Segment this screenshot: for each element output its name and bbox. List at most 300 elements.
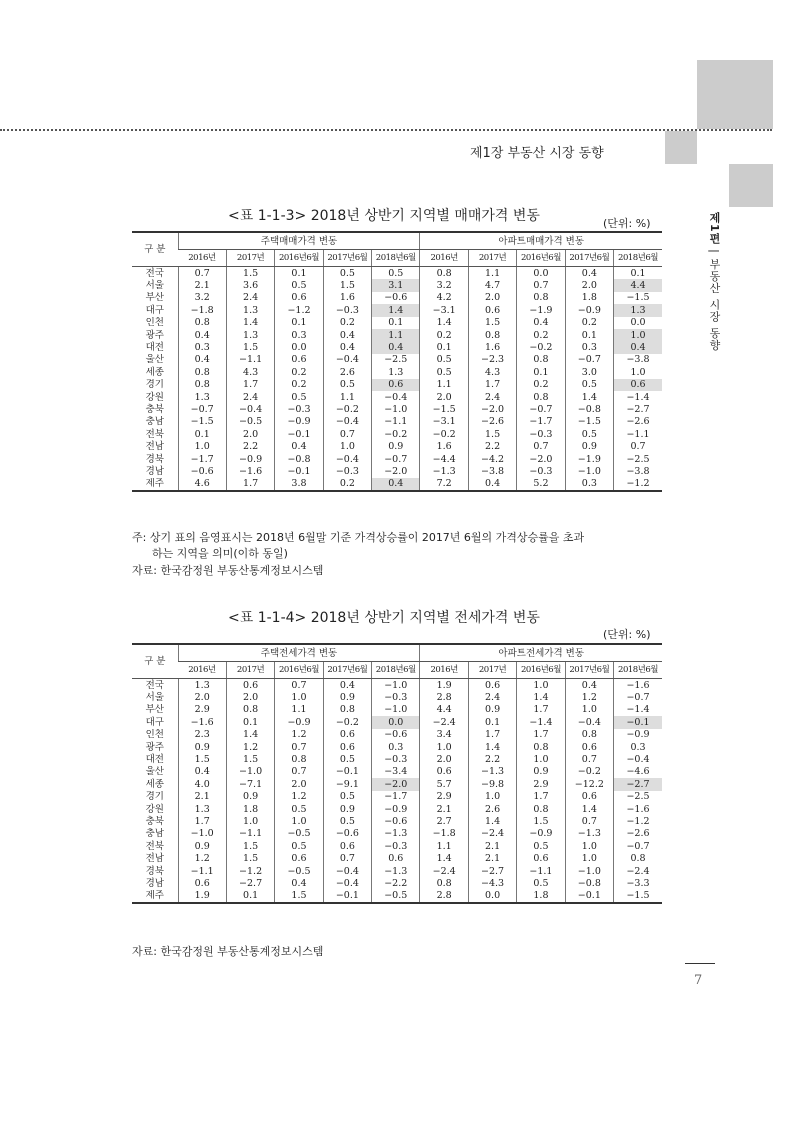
region-label: 강원 [145, 391, 164, 403]
region-label: 경남 [145, 877, 164, 889]
value-cell: −0.2 [517, 341, 565, 353]
value-cell: 0.3 [178, 341, 226, 353]
value-cell: −3.1 [420, 304, 468, 316]
value-cell: 1.2 [275, 729, 323, 741]
value-cell: 0.1 [275, 317, 323, 329]
value-cell: −0.5 [226, 416, 274, 428]
value-cell: −0.3 [517, 428, 565, 440]
header-dotted-rule [0, 129, 772, 131]
value-cell: −1.2 [614, 815, 662, 827]
value-cell: 0.5 [323, 379, 371, 391]
value-cell: 0.2 [275, 366, 323, 378]
value-cell: −1.7 [372, 791, 420, 803]
value-cell: 0.7 [323, 428, 371, 440]
value-cell: 2.1 [178, 791, 226, 803]
value-cell: 0.8 [517, 354, 565, 366]
value-cell: 0.4 [323, 679, 371, 692]
corner-block-side [729, 164, 773, 207]
value-cell: 0.0 [468, 890, 516, 903]
table-row [132, 679, 662, 692]
table-row [132, 304, 662, 316]
value-cell: 1.4 [372, 304, 420, 316]
value-cell: −3.4 [372, 766, 420, 778]
value-cell: 0.5 [323, 753, 371, 765]
table1-source: 자료: 한국감정원 부동산통계정보시스템 [132, 564, 324, 577]
value-cell: 2.0 [226, 691, 274, 703]
value-cell: −0.7 [614, 840, 662, 852]
value-cell: −0.8 [275, 453, 323, 465]
value-cell: −2.0 [372, 778, 420, 790]
value-cell: 0.6 [275, 292, 323, 304]
value-cell: 1.7 [468, 379, 516, 391]
value-cell: 1.5 [226, 341, 274, 353]
value-cell: 1.7 [178, 815, 226, 827]
value-cell: 0.5 [565, 379, 613, 391]
value-cell: −0.4 [565, 716, 613, 728]
value-cell: −0.4 [323, 877, 371, 889]
value-cell: 2.4 [226, 391, 274, 403]
value-cell: 0.6 [323, 840, 371, 852]
value-cell: 1.3 [226, 304, 274, 316]
value-cell: 0.6 [468, 304, 516, 316]
region-label: 부산 [145, 292, 164, 304]
value-cell: 0.4 [372, 478, 420, 491]
value-cell: −1.1 [614, 428, 662, 440]
region-label: 울산 [145, 354, 164, 366]
value-cell: −1.1 [226, 354, 274, 366]
value-cell: 0.4 [565, 679, 613, 692]
value-cell: −2.7 [614, 778, 662, 790]
value-cell: 0.8 [178, 317, 226, 329]
table2-corner: 구 분 [132, 644, 178, 679]
value-cell: 0.6 [226, 679, 274, 692]
value-cell: 5.2 [517, 478, 565, 491]
table1-title: <표 1-1-3> 2018년 상반기 지역별 매매가격 변동 [228, 208, 540, 224]
value-cell: 0.1 [226, 890, 274, 903]
value-cell: −2.0 [468, 403, 516, 415]
value-cell: −0.1 [323, 890, 371, 903]
value-cell: 2.9 [420, 791, 468, 803]
value-cell: 2.3 [178, 729, 226, 741]
value-cell: −3.3 [614, 877, 662, 889]
value-cell: 1.6 [323, 292, 371, 304]
value-cell: 0.4 [178, 354, 226, 366]
value-cell: −1.6 [614, 679, 662, 692]
value-cell: −1.3 [420, 465, 468, 477]
table-row [132, 877, 662, 889]
value-cell: −2.4 [614, 865, 662, 877]
value-cell: 0.1 [178, 428, 226, 440]
value-cell: 0.9 [323, 691, 371, 703]
value-cell: 0.8 [517, 391, 565, 403]
region-label: 경북 [145, 865, 164, 877]
value-cell: −2.3 [468, 354, 516, 366]
value-cell: 3.2 [420, 279, 468, 291]
page-number: 7 [694, 973, 703, 988]
value-cell: 1.0 [565, 840, 613, 852]
table-row [132, 292, 662, 304]
value-cell: −0.3 [372, 753, 420, 765]
side-tab-part: 제1편 [708, 212, 721, 245]
value-cell: 1.7 [517, 704, 565, 716]
table-row [132, 453, 662, 465]
value-cell: −1.0 [226, 766, 274, 778]
value-cell: 1.7 [226, 478, 274, 491]
value-cell: −2.0 [372, 465, 420, 477]
value-cell: 0.0 [517, 267, 565, 280]
page-number-rule [685, 963, 715, 964]
value-cell: −0.9 [226, 453, 274, 465]
region-label: 경기 [145, 379, 164, 391]
value-cell: 0.4 [323, 341, 371, 353]
table-row [132, 803, 662, 815]
value-cell: 0.6 [372, 852, 420, 864]
value-cell: −1.6 [178, 716, 226, 728]
table2-period-header: 2017년6월 [565, 662, 613, 679]
value-cell: −1.5 [614, 890, 662, 903]
value-cell: 0.8 [614, 852, 662, 864]
value-cell: 4.2 [420, 292, 468, 304]
value-cell: 0.2 [420, 329, 468, 341]
value-cell: 2.2 [468, 440, 516, 452]
value-cell: 0.5 [372, 267, 420, 280]
value-cell: 0.7 [565, 753, 613, 765]
value-cell: −0.4 [372, 391, 420, 403]
table-row [132, 753, 662, 765]
value-cell: −3.8 [614, 465, 662, 477]
value-cell: 1.4 [226, 317, 274, 329]
region-label: 세종 [145, 366, 164, 378]
value-cell: 0.5 [275, 840, 323, 852]
value-cell: 3.4 [420, 729, 468, 741]
value-cell: −9.8 [468, 778, 516, 790]
value-cell: 0.9 [178, 840, 226, 852]
value-cell: 2.1 [468, 840, 516, 852]
value-cell: 0.8 [226, 704, 274, 716]
value-cell: −4.4 [420, 453, 468, 465]
value-cell: −1.6 [614, 803, 662, 815]
value-cell: −0.8 [565, 403, 613, 415]
value-cell: 0.6 [275, 852, 323, 864]
value-cell: 1.2 [565, 691, 613, 703]
value-cell: −1.6 [226, 465, 274, 477]
value-cell: 0.1 [614, 267, 662, 280]
table2-group-apt: 아파트전세가격 변동 [420, 644, 662, 662]
value-cell: −1.0 [178, 828, 226, 840]
value-cell: 2.2 [468, 753, 516, 765]
table2-period-header: 2017년 [468, 662, 516, 679]
value-cell: −2.4 [420, 865, 468, 877]
table2-period-header: 2017년 [226, 662, 274, 679]
value-cell: 4.4 [614, 279, 662, 291]
value-cell: −2.5 [372, 354, 420, 366]
value-cell: −0.1 [323, 766, 371, 778]
value-cell: −1.3 [468, 766, 516, 778]
value-cell: 0.4 [275, 877, 323, 889]
value-cell: −2.6 [614, 828, 662, 840]
value-cell: 1.0 [614, 366, 662, 378]
value-cell: 1.4 [468, 741, 516, 753]
value-cell: 0.5 [517, 877, 565, 889]
value-cell: 0.4 [178, 766, 226, 778]
table-row [132, 341, 662, 353]
table1-unit: (단위: %) [603, 217, 651, 230]
table-row [132, 267, 662, 280]
table-row [132, 366, 662, 378]
value-cell: 0.4 [372, 341, 420, 353]
value-cell: 1.0 [420, 741, 468, 753]
table2-period-header: 2018년6월 [372, 662, 420, 679]
value-cell: 0.1 [226, 716, 274, 728]
value-cell: 1.1 [468, 267, 516, 280]
region-label: 전북 [145, 840, 164, 852]
value-cell: 0.3 [565, 341, 613, 353]
value-cell: 0.6 [275, 354, 323, 366]
region-label: 대전 [145, 754, 164, 766]
table-row [132, 416, 662, 428]
value-cell: −2.5 [614, 791, 662, 803]
region-label: 전남 [145, 853, 164, 865]
value-cell: −0.9 [275, 716, 323, 728]
value-cell: −0.3 [372, 691, 420, 703]
value-cell: 1.5 [178, 753, 226, 765]
region-label: 세종 [145, 778, 164, 790]
value-cell: 0.2 [323, 478, 371, 491]
value-cell: 0.7 [275, 766, 323, 778]
region-label: 전남 [145, 441, 164, 453]
table-row [132, 379, 662, 391]
value-cell: −1.2 [275, 304, 323, 316]
value-cell: 1.0 [468, 791, 516, 803]
value-cell: −9.1 [323, 778, 371, 790]
value-cell: 1.8 [226, 803, 274, 815]
value-cell: 2.4 [468, 391, 516, 403]
value-cell: 3.8 [275, 478, 323, 491]
table2-title: <표 1-1-4> 2018년 상반기 지역별 전세가격 변동 [228, 610, 540, 626]
value-cell: −0.9 [517, 828, 565, 840]
table-row [132, 329, 662, 341]
value-cell: −1.2 [614, 478, 662, 491]
value-cell: 1.1 [323, 391, 371, 403]
value-cell: 0.4 [517, 317, 565, 329]
value-cell: 0.7 [275, 679, 323, 692]
value-cell: 0.6 [323, 741, 371, 753]
value-cell: −1.3 [372, 865, 420, 877]
value-cell: 1.3 [372, 366, 420, 378]
value-cell: −1.4 [614, 391, 662, 403]
value-cell: −0.9 [565, 304, 613, 316]
value-cell: 2.0 [565, 279, 613, 291]
table1-period-header: 2017년 [226, 250, 274, 267]
value-cell: −0.6 [323, 828, 371, 840]
value-cell: 1.5 [226, 753, 274, 765]
value-cell: −0.7 [517, 403, 565, 415]
value-cell: −0.3 [372, 840, 420, 852]
value-cell: 1.0 [323, 440, 371, 452]
region-label: 광주 [145, 329, 164, 341]
table1-note-line2: 하는 지역을 의미(이하 동일) [152, 547, 288, 560]
table-row [132, 778, 662, 790]
value-cell: −0.3 [517, 465, 565, 477]
value-cell: 1.0 [275, 815, 323, 827]
table2 [132, 643, 662, 904]
value-cell: 0.2 [517, 379, 565, 391]
table-row [132, 279, 662, 291]
value-cell: 0.3 [614, 741, 662, 753]
table1-period-header: 2016년 [420, 250, 468, 267]
table1-period-header: 2017년6월 [565, 250, 613, 267]
table1-group-apt: 아파트매매가격 변동 [420, 232, 662, 250]
value-cell: −1.1 [178, 865, 226, 877]
value-cell: 0.5 [420, 354, 468, 366]
value-cell: −0.5 [372, 890, 420, 903]
table-row [132, 852, 662, 864]
value-cell: 0.4 [178, 329, 226, 341]
value-cell: 0.5 [275, 391, 323, 403]
table1-period-header: 2016년6월 [517, 250, 565, 267]
value-cell: −1.1 [517, 865, 565, 877]
value-cell: 1.4 [226, 729, 274, 741]
value-cell: 0.8 [275, 753, 323, 765]
table2-period-header: 2017년6월 [323, 662, 371, 679]
value-cell: −2.7 [468, 865, 516, 877]
value-cell: 1.9 [420, 679, 468, 692]
value-cell: 0.3 [372, 741, 420, 753]
value-cell: −2.2 [372, 877, 420, 889]
region-label: 제주 [132, 478, 178, 491]
value-cell: 2.0 [420, 391, 468, 403]
value-cell: 4.3 [226, 366, 274, 378]
value-cell: 0.1 [372, 317, 420, 329]
value-cell: −0.1 [275, 428, 323, 440]
value-cell: 0.9 [323, 803, 371, 815]
value-cell: 1.8 [517, 890, 565, 903]
value-cell: 0.7 [565, 815, 613, 827]
value-cell: −0.2 [565, 766, 613, 778]
region-label: 인천 [145, 729, 164, 741]
value-cell: −0.3 [323, 465, 371, 477]
value-cell: 1.2 [275, 791, 323, 803]
value-cell: 1.8 [565, 292, 613, 304]
value-cell: 7.2 [420, 478, 468, 491]
value-cell: −0.5 [275, 865, 323, 877]
value-cell: 0.3 [565, 478, 613, 491]
table-row [132, 465, 662, 477]
value-cell: 3.6 [226, 279, 274, 291]
side-tab-title: 부동산 시장 동향 [708, 258, 721, 352]
value-cell: 1.0 [517, 679, 565, 692]
value-cell: 2.1 [468, 852, 516, 864]
value-cell: 2.9 [178, 704, 226, 716]
table-row [132, 828, 662, 840]
value-cell: −0.7 [565, 354, 613, 366]
value-cell: −1.1 [226, 828, 274, 840]
value-cell: −0.5 [275, 828, 323, 840]
table1-period-header: 2018년6월 [372, 250, 420, 267]
value-cell: 1.0 [275, 691, 323, 703]
value-cell: −0.6 [372, 729, 420, 741]
value-cell: −1.3 [372, 828, 420, 840]
value-cell: −2.7 [614, 403, 662, 415]
value-cell: 3.1 [372, 279, 420, 291]
value-cell: 1.3 [226, 329, 274, 341]
value-cell: −0.7 [614, 691, 662, 703]
value-cell: 1.6 [420, 440, 468, 452]
value-cell: −0.4 [226, 403, 274, 415]
value-cell: 1.5 [226, 840, 274, 852]
value-cell: 0.9 [226, 791, 274, 803]
table2-period-header: 2016년 [420, 662, 468, 679]
corner-block-top [697, 60, 773, 129]
table-row [132, 729, 662, 741]
region-label: 전국 [145, 679, 164, 691]
table-row [132, 403, 662, 415]
value-cell: −1.5 [420, 403, 468, 415]
value-cell: 1.5 [323, 279, 371, 291]
value-cell: 1.0 [226, 815, 274, 827]
value-cell: −1.3 [565, 828, 613, 840]
value-cell: 0.7 [275, 741, 323, 753]
table-row [132, 815, 662, 827]
value-cell: 2.6 [323, 366, 371, 378]
table-row [132, 440, 662, 452]
value-cell: 0.4 [275, 440, 323, 452]
table-row [132, 317, 662, 329]
value-cell: −3.8 [468, 465, 516, 477]
value-cell: −0.8 [565, 877, 613, 889]
value-cell: 0.5 [517, 840, 565, 852]
value-cell: 0.0 [372, 716, 420, 728]
value-cell: −2.0 [517, 453, 565, 465]
value-cell: 1.1 [420, 840, 468, 852]
value-cell: −0.4 [323, 416, 371, 428]
side-tab [706, 212, 722, 351]
value-cell: 2.4 [468, 691, 516, 703]
value-cell: 0.1 [565, 329, 613, 341]
value-cell: 0.2 [517, 329, 565, 341]
value-cell: −0.7 [178, 403, 226, 415]
table1-period-header: 2017년 [468, 250, 516, 267]
value-cell: −0.1 [614, 716, 662, 728]
table2-period-header: 2016년6월 [275, 662, 323, 679]
table-row [132, 791, 662, 803]
value-cell: 4.3 [468, 366, 516, 378]
value-cell: −1.2 [226, 865, 274, 877]
table2-unit: (단위: %) [603, 628, 651, 641]
value-cell: 0.0 [614, 317, 662, 329]
table-row [132, 478, 662, 491]
value-cell: 0.6 [614, 379, 662, 391]
value-cell: 1.7 [517, 791, 565, 803]
value-cell: 0.6 [178, 877, 226, 889]
table1-period-header: 2016년6월 [275, 250, 323, 267]
value-cell: 0.5 [275, 803, 323, 815]
value-cell: 0.5 [275, 279, 323, 291]
value-cell: −1.5 [614, 292, 662, 304]
table-row [132, 766, 662, 778]
region-label: 인천 [145, 317, 164, 329]
value-cell: 0.8 [323, 704, 371, 716]
value-cell: 0.8 [468, 329, 516, 341]
value-cell: 0.7 [614, 440, 662, 452]
table-row [132, 865, 662, 877]
value-cell: 0.6 [565, 791, 613, 803]
value-cell: 0.0 [275, 341, 323, 353]
region-label: 서울 [145, 280, 164, 292]
value-cell: 0.5 [420, 366, 468, 378]
table-row [132, 704, 662, 716]
value-cell: 0.6 [517, 852, 565, 864]
